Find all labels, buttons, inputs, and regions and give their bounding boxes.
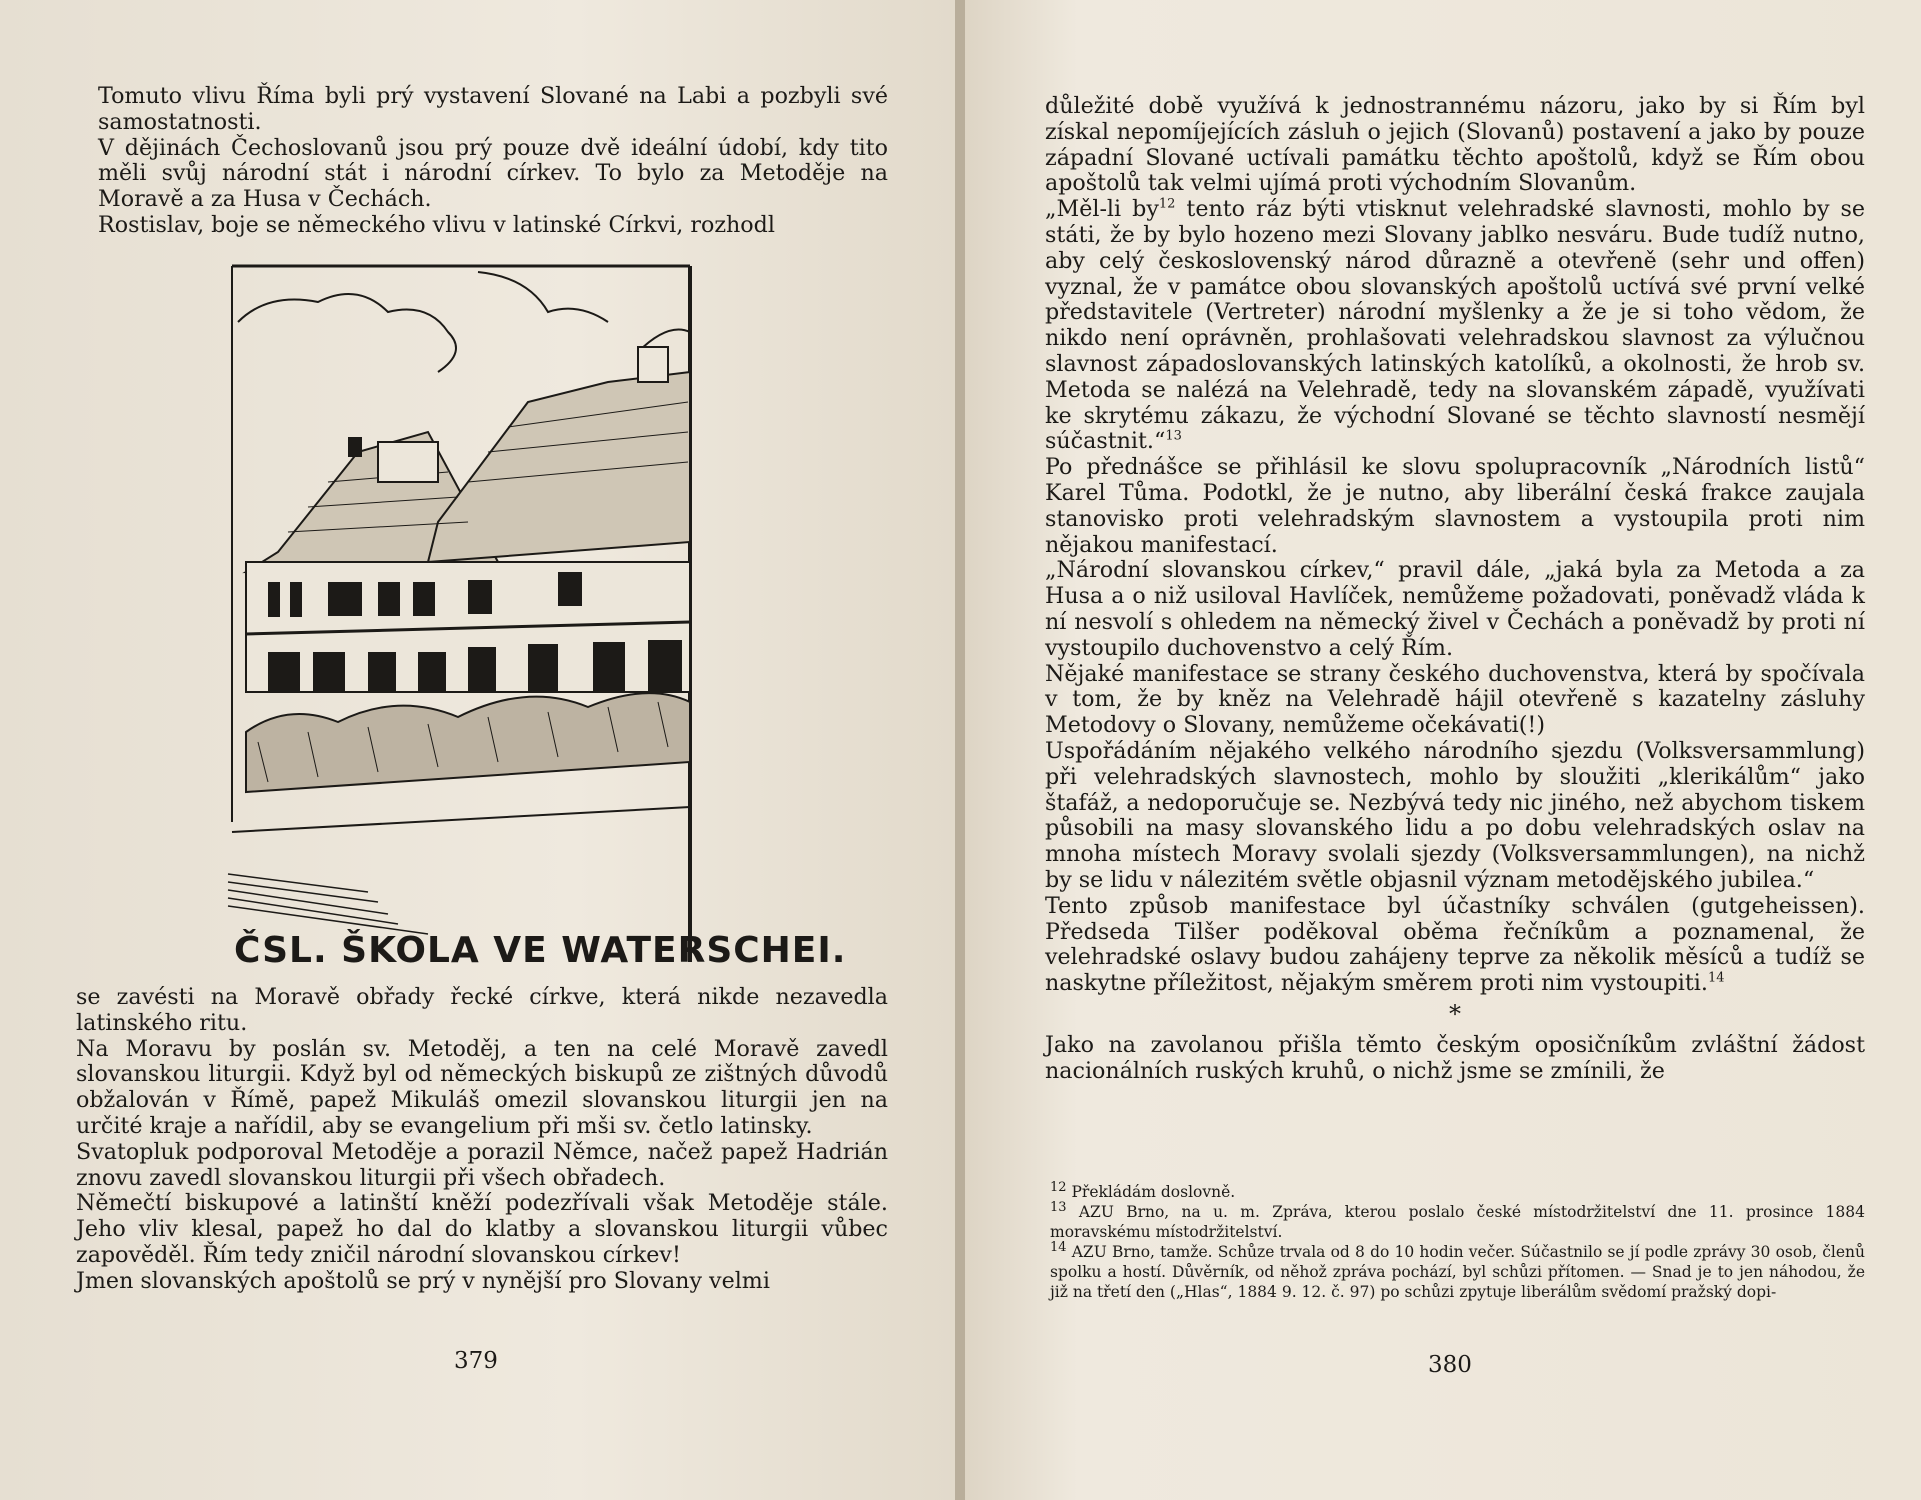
footnote-number: 13 [1050,1199,1067,1215]
paragraph: „Národní slovanskou církev,“ pravil dále, „jaká byla za Metoda a za Husa a o niž usiloval Havlíček, nemůžeme požadovati, poněvadž vláda k ní nesvolí s ohledem na německý živel v Čechách a poněvadž by proti ní vystoupilo duchovenstvo a celý Řím. [1045,557,1865,661]
paragraph: Jako na zavolanou přišla těmto českým oposičníkům zvláštní žádost nacionálních ruských kruhů, o nichž jsme se zmínili, že [1045,1031,1865,1084]
page-number-right: 380 [1428,1352,1472,1378]
footnotes [1050,1179,1865,1302]
quote-body: tento ráz býti vtisknut velehradské slavnosti, mohlo by se státi, že by bylo hozeno mezi Slovany jablko nesváru. Bude tudíž nutno, aby celý československý národ důrazně a otevřeně (sehr und offen) vyznal, že v památce obou slovanských apoštolů uctívá své první velké představitele (Vertreter) národní myšlenky a že je si toho vědom, že nikdo není oprávněn, prohlašovati velehradskou slavnost za výlučnou slavnost západoslovanských latinských katolíků, a okolnosti, že hrob sv. Metoda se nalézá na Velehradě, tedy na slovanském západě, využívati ke skrytému zákazu, že východní Slované se těchto slavností nesmějí súčastnit.“ [1045,196,1865,455]
paragraph: se zavésti na Moravě obřady řecké církve, která nikde nezavedla latinského ritu. [76,984,888,1036]
right-body-text [1045,94,1865,1084]
paragraph: Jmen slovanských apoštolů se prý v nynější pro Slovany velmi [76,1267,770,1294]
footnote-text: Překládám doslovně. [1066,1183,1236,1201]
footnote [1050,1199,1865,1242]
quote-start: „Měl-li by [1045,196,1159,223]
paragraph-text: Tento způsob manifestace byl účastníky schválen (gutgeheissen). Předseda Tilšer poděkoval oběma řečníkům a poznamenal, že velehradské oslavy budou zahájeny teprve za několik měsíců a tudíž se naskytne příležitost, nějakým směrem proti nim vystoupiti. [1045,892,1865,997]
left-top-text [98,84,888,239]
paragraph: Uspořádáním nějakého velkého národního sjezdu (Volksversammlung) při velehradských slavnostech, mohlo by sloužiti „klerikálům“ jako štafáž, a nedoporučuje se. Nezbývá tedy nic jiného, než abychom tiskem působili na masy slovanského lidu a po dobu velehradských oslav na mnoha místech Moravy svolali sjezdy (Volksversammlungen), na nichž by se lidu v nálezitém světle objasnil význam metodějského jubilea.“ [1045,737,1865,893]
paragraph [1045,894,1865,997]
paragraph: Rostislav, boje se německého vlivu v latinské Církvi, rozhodl [98,211,775,238]
footnote-number: 12 [1050,1179,1067,1195]
left-bottom-text [76,985,888,1295]
school-building-drawing-icon [228,262,847,971]
paragraph: Nějaké manifestace se strany českého duchovenstva, která by spočívala v tom, že by kněz na Velehradě hájil otevřeně s kazatelny zásluhy Metodovy o Slovany, nemůžeme očekávati(!) [1045,660,1865,739]
paragraph: Svatopluk podporoval Metoděje a porazil Němce, načež papež Hadrián znovu zavedl slovanskou liturgii při všech obřadech. [76,1138,888,1191]
page-number-left: 379 [454,1348,498,1374]
illustration-svg [228,262,847,971]
paragraph [1045,197,1865,455]
footnote [1050,1239,1865,1302]
footnote-text: AZU Brno, na u. m. Zpráva, kterou poslalo české místodržitelství dne 11. prosince 1884 moravskému místodržitelství. [1050,1203,1865,1241]
footnote-ref: 14 [1707,970,1725,986]
paragraph: důležité době využívá k jednostrannému názoru, jako by si Řím byl získal nepomíjejících zásluh o jejich (Slovanů) postavení a jako by pouze západní Slované uctívali památku těchto apoštolů, když se Řím obou apoštolů tak velmi ujímá proti východním Slovanům. [1045,93,1865,197]
illustration-caption: ČSL. ŠKOLA VE WATERSCHEI. [234,930,847,971]
footnote-ref: 13 [1165,428,1182,444]
footnote-ref: 12 [1158,196,1176,212]
paragraph: Tomuto vlivu Říma byli prý vystavení Slované na Labi a pozbyli své samostatnosti. [98,83,888,135]
paragraph: Němečtí biskupové a latinští kněží podezřívali však Metoděje stále. Jeho vliv klesal, papež ho dal do klatby a slovanskou liturgii vůbec zapověděl. Řím tedy zničil národní slovanskou církev! [76,1190,888,1268]
paragraph: Na Moravu by poslán sv. Metoděj, a ten na celé Moravě zavedl slovanskou liturgii. Když byl od německých biskupů ze zištných důvodů obžalován v Římě, papež Mikuláš omezil slovanskou liturgii jen na určité kraje a nařídil, aby se evangelium při mši sv. četlo latinsky. [76,1035,888,1139]
footnote [1050,1179,1865,1202]
paragraph: Po přednášce se přihlásil ke slovu spolupracovník „Národních listů“ Karel Tůma. Podotkl, že je nutno, aby liberální česká frakce zaujala stanovisko proti velehradským slavnostem a vystoupila proti nim nějakou manifestací. [1045,454,1865,558]
book-gutter [955,0,965,1500]
section-separator: * [1449,999,1461,1028]
paragraph: V dějinách Čechoslovanů jsou prý pouze dvě ideální údobí, kdy tito měli svůj národní stát i národní církev. To bylo za Metoděje na Moravě a za Husa v Čechách. [98,134,888,213]
footnote-number: 14 [1050,1239,1067,1255]
footnote-text: AZU Brno, tamže. Schůze trvala od 8 do 10 hodin večer. Súčastnilo se jí podle zprávy 30 osob, členů spolku a hostí. Důvěrník, od něhož zpráva pochází, byl schůzi přítomen. — Snad je to jen náhodou, že již na třetí den („Hlas“, 1884 9. 12. č. 97) po schůzi zpytuje liberálům svědomí pražský dopi- [1050,1243,1865,1301]
